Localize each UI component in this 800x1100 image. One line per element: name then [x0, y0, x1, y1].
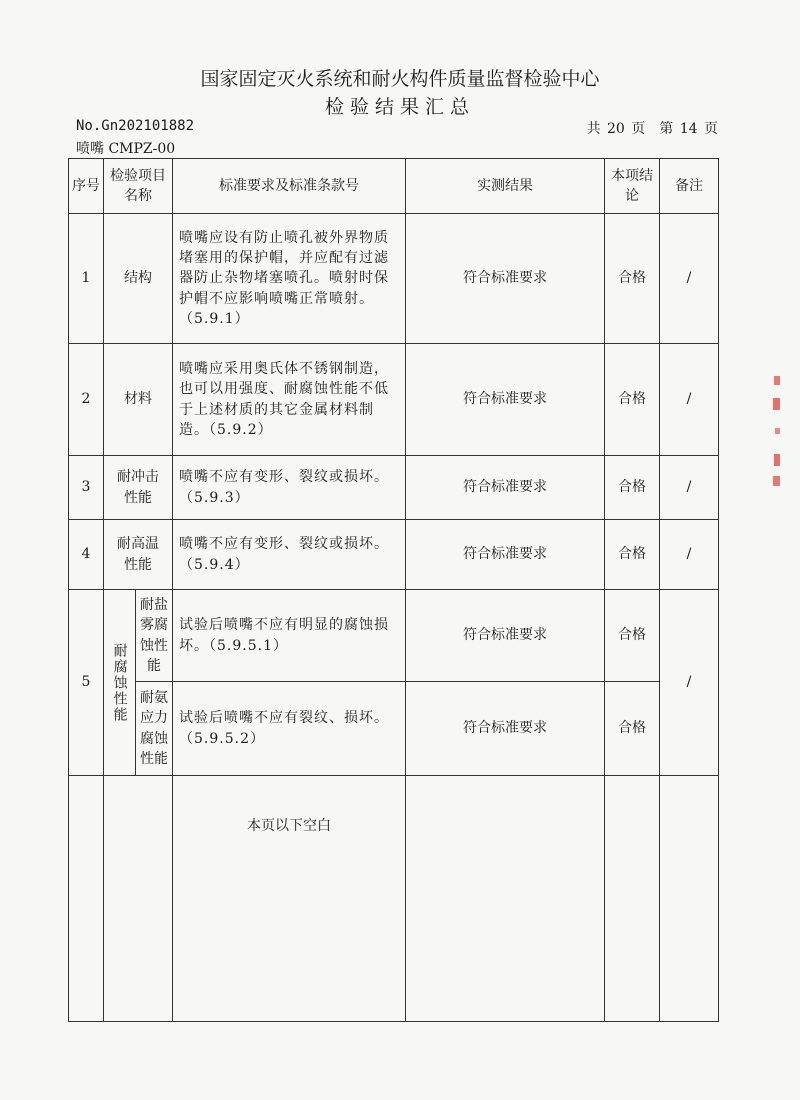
blank-cell [104, 776, 173, 1022]
blank-row [69, 776, 719, 1022]
document-subtitle: 检验结果汇总 [324, 96, 475, 118]
row-conclusion: 合格 [605, 590, 660, 682]
row-seq: 4 [69, 520, 104, 590]
row-item: 耐冲击性能 [104, 456, 173, 520]
row-item: 结构 [104, 214, 173, 344]
row-remark: / [660, 456, 719, 520]
header-conclusion: 本项结论 [605, 159, 660, 214]
row-seq: 3 [69, 456, 104, 520]
header-seq: 序号 [69, 159, 104, 214]
header-result: 实测结果 [406, 159, 605, 214]
blank-cell [406, 776, 605, 1022]
page-count: 共 20 页 第 14 页 [586, 121, 718, 137]
header-remark: 备注 [660, 159, 719, 214]
row-seq: 2 [69, 344, 104, 456]
row-remark: / [660, 344, 719, 456]
row-result: 符合标准要求 [406, 682, 605, 776]
row-conclusion: 合格 [605, 456, 660, 520]
row-item-group [104, 590, 136, 776]
row-item: 材料 [104, 344, 173, 456]
row-requirement: 喷嘴应采用奥氏体不锈钢制造，也可以用强度、耐腐蚀性能不低于上述材质的其它金属材料制造。（5.9.2） [173, 344, 406, 456]
row-remark: / [660, 520, 719, 590]
row-item-group-label: 耐腐蚀性能 [111, 642, 128, 723]
report-number: No.Gn202101882 [76, 118, 195, 134]
header-item: 检验项目名称 [104, 159, 173, 214]
row-conclusion: 合格 [605, 682, 660, 776]
row-remark: / [660, 590, 719, 776]
row-result: 符合标准要求 [406, 456, 605, 520]
row-seq: 5 [69, 590, 104, 776]
row-remark: / [660, 214, 719, 344]
row-requirement: 喷嘴应设有防止喷孔被外界物质堵塞用的保护帽，并应配有过滤器防止杂物堵塞喷孔。喷射时保护帽不应影响喷嘴正常喷射。（5.9.1） [173, 214, 406, 344]
row-sub-item: 耐盐雾腐蚀性能 [136, 590, 173, 682]
table-row [69, 590, 719, 682]
row-result: 符合标准要求 [406, 214, 605, 344]
seal-stamp-fragment [770, 370, 784, 500]
table-header-row [69, 159, 719, 214]
results-table [68, 158, 719, 1022]
product-name: 喷嘴 CMPZ-00 [76, 141, 176, 157]
blank-cell [660, 776, 719, 1022]
document-title: 国家固定灭火系统和耐火构件质量监督检验中心 [200, 68, 600, 90]
blank-page-note: 本页以下空白 [173, 776, 406, 1022]
row-requirement: 喷嘴不应有变形、裂纹或损坏。（5.9.3） [173, 456, 406, 520]
blank-cell [69, 776, 104, 1022]
row-result: 符合标准要求 [406, 344, 605, 456]
table-row [69, 456, 719, 520]
row-seq: 1 [69, 214, 104, 344]
table-row [69, 520, 719, 590]
row-conclusion: 合格 [605, 520, 660, 590]
row-requirement: 喷嘴不应有变形、裂纹或损坏。（5.9.4） [173, 520, 406, 590]
blank-cell [605, 776, 660, 1022]
row-sub-item: 耐氨应力腐蚀性能 [136, 682, 173, 776]
row-result: 符合标准要求 [406, 520, 605, 590]
row-result: 符合标准要求 [406, 590, 605, 682]
table-row [69, 214, 719, 344]
row-requirement: 试验后喷嘴不应有明显的腐蚀损坏。（5.9.5.1） [173, 590, 406, 682]
row-conclusion: 合格 [605, 344, 660, 456]
table-row [69, 682, 719, 776]
header-standard: 标准要求及标准条款号 [173, 159, 406, 214]
row-conclusion: 合格 [605, 214, 660, 344]
table-row [69, 344, 719, 456]
row-item: 耐高温性能 [104, 520, 173, 590]
row-requirement: 试验后喷嘴不应有裂纹、损坏。（5.9.5.2） [173, 682, 406, 776]
